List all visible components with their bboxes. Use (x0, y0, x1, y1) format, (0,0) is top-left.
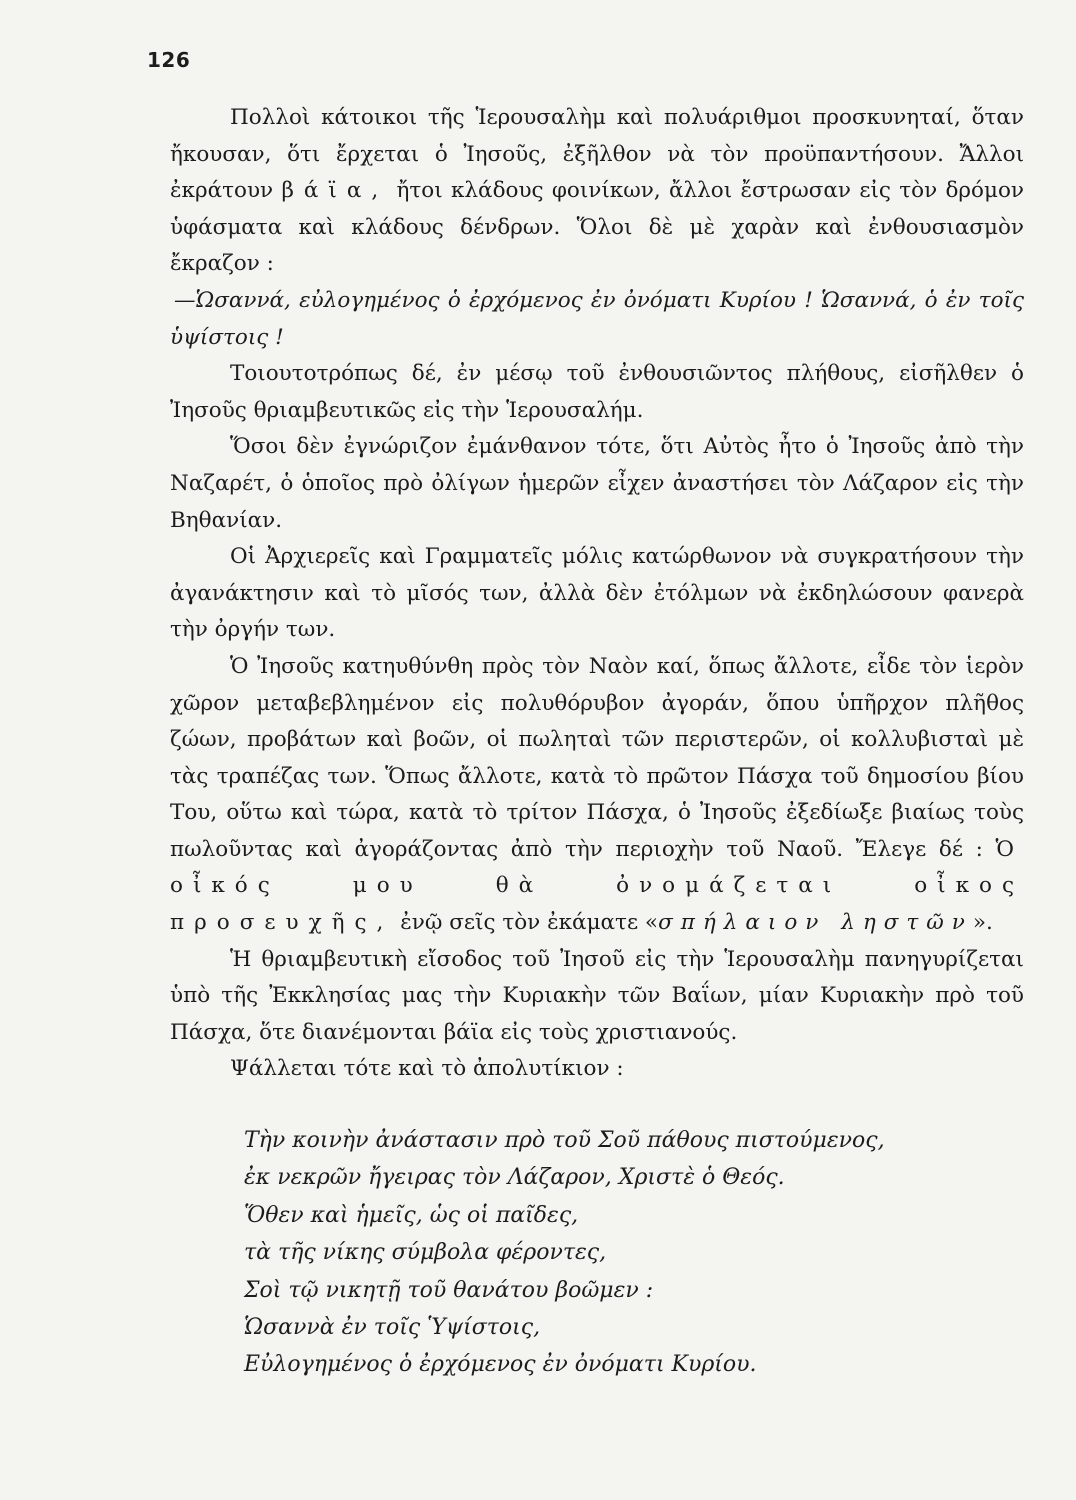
paragraph-hosanna: —Ὡσαννά, εὐλογημένος ὁ ἐρχόμενος ἐν ὀνόματι Κυρίου ! Ὡσαννά, ὁ ἐν τοῖς ὑψίστοις ! (170, 287, 1024, 350)
page-number: 126 (147, 48, 191, 72)
hymn-line: Σοὶ τῷ νικητῇ τοῦ θανάτου βοῶμεν : (244, 1277, 654, 1303)
paragraph-high-priests: Οἱ Ἀρχιερεῖς καὶ Γραμματεῖς μόλις κατώρθωνον νὰ συγκρατήσουν τὴν ἀγανάκτησιν καὶ τὸ μῖσός των, ἀλλὰ δὲν ἐτόλμων νὰ ἐκδηλώσουν φανερὰ τὴν ὀργήν των. (170, 544, 1024, 643)
paragraph-apolytikion-intro: Ψάλλεται τότε καὶ τὸ ἀπολυτίκιον : (230, 1056, 624, 1082)
spaced-quote-den: σπήλαιον ληστῶν (658, 910, 973, 936)
paragraph-entry-triumph: Τοιουτοτρόπως δέ, ἐν μέσῳ τοῦ ἐνθουσιῶντος πλήθους, εἰσῆλθεν ὁ Ἰησοῦς θριαμβευτικῶς εἰς τὴν Ἱερουσαλήμ. (170, 361, 1024, 423)
hymn-line: Τὴν κοινὴν ἀνάστασιν πρὸ τοῦ Σοῦ πάθους πιστούμενος, (244, 1128, 885, 1153)
hymn-line: Ὡσαννὰ ἐν τοῖς Ὑψίστοις, (244, 1315, 541, 1341)
hymn-line: Εὐλογημένος ὁ ἐρχόμενος ἐν ὀνόματι Κυρίου. (244, 1352, 757, 1378)
paragraph-text: Πολλοὶ κάτοικοι τῆς Ἱερουσαλὴμ καὶ πολυάριθμοι προσκυνηταί, ὅταν ἤκουσαν, ὅτι ἔρχεται ὁ Ἰησοῦς, ἐξῆλθον νὰ τὸν προϋπαντήσουν. Ἄλλοι ἐκράτουν (170, 105, 1024, 204)
paragraph-palm-sunday: Ἡ θριαμβευτικὴ εἴσοδος τοῦ Ἰησοῦ εἰς τὴν Ἱερουσαλὴμ πανηγυρίζεται ὑπὸ τῆς Ἐκκλησίας μας τὴν Κυριακὴν τῶν Βαΐων, μίαν Κυριακὴν πρὸ τοῦ Πάσχα, ὅτε διανέμονται βάϊα εἰς τοὺς χριστιανούς. (170, 946, 1024, 1045)
hymn-line: ἐκ νεκρῶν ἤγειρας τὸν Λάζαρον, Χριστὲ ὁ Θεός. (244, 1165, 785, 1191)
body-text (170, 100, 1024, 1088)
spaced-word-vaia: βάϊα, (281, 178, 389, 204)
spaced-quote-house: Ὁ οἶκός μου θὰ ὀνομάζεται οἶκος προσευχῆς, (170, 836, 1024, 936)
paragraph-entry-crowd (170, 100, 1024, 283)
hymn-line: τὰ τῆς νίκης σύμβολα φέροντες, (244, 1240, 607, 1266)
paragraph-text-continued: ἤτοι κλάδους φοινίκων, ἄλλοι ἔστρωσαν εἰς τὸν δρόμον ὑφάσματα καὶ κλάδους δένδρων. Ὅλοι δὲ μὲ χαρὰν καὶ ἐνθουσιασμὸν ἔκραζον : (170, 178, 1024, 277)
hymn-line: Ὅθεν καὶ ἡμεῖς, ὡς οἱ παῖδες, (244, 1202, 579, 1228)
paragraph-text: Ὁ Ἰησοῦς κατηυθύνθη πρὸς τὸν Ναὸν καί, ὅπως ἄλλοτε, εἶδε τὸν ἱερὸν χῶρον μεταβεβλημένον εἰς πολυθόρυβον ἀγοράν, ὅπου ὑπῆρχον πλῆθος ζώων, προβάτων καὶ βοῶν, οἱ πωληταὶ τῶν περιστερῶν, οἱ κολλυβισταὶ μὲ τὰς τραπέζας των. Ὅπως ἄλλοτε, κατὰ τὸ πρῶτον Πάσχα τοῦ δημοσίου βίου Του, οὕτω καὶ τώρα, κατὰ τὸ τρίτον Πάσχα, ὁ Ἰησοῦς ἐξεδίωξε βιαίως τοὺς πωλοῦντας καὶ ἀγοράζοντας ἀπὸ τὴν περιοχὴν τοῦ Ναοῦ. Ἔλεγε δέ : (170, 653, 1024, 862)
paragraph-temple (170, 649, 1024, 942)
paragraph-text-continued: ἐνῷ σεῖς τὸν ἐκάματε « (400, 910, 659, 936)
quote-close: ». (972, 910, 993, 936)
paragraph-nazareth: Ὅσοι δὲν ἐγνώριζον ἐμάνθανον τότε, ὅτι Αὐτὸς ἦτο ὁ Ἰησοῦς ἀπὸ τὴν Ναζαρέτ, ὁ ὁποῖος πρὸ ὀλίγων ἡμερῶν εἶχεν ἀναστήσει τὸν Λάζαρον εἰς τὴν Βηθανίαν. (170, 434, 1024, 533)
hymn-apolytikion (244, 1122, 1004, 1384)
